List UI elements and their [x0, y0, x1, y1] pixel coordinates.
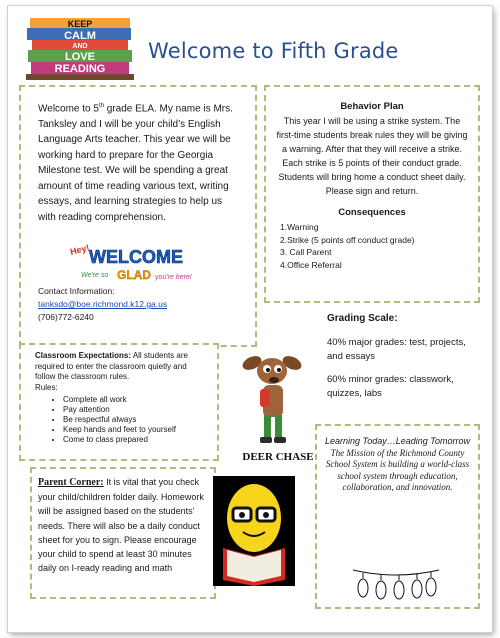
- intro-superscript: th: [98, 103, 104, 109]
- deer-mascot-image: [238, 349, 318, 464]
- intro-text-rest: grade ELA. My name is Mrs. Tanksley and I will be your child’s English Language Arts teacher. This year we will be working hard to prepare for the Georgia Milestone test. We will be spending a great amount of time reading various text, writing essays, and learning strategies to help us with reading comprehension.: [38, 103, 233, 223]
- motto-line1: Learning Today…Leading Tomorrow: [325, 436, 470, 446]
- logo-line-love: LOVE: [65, 51, 95, 63]
- consequence-item: 4.Office Referral: [280, 259, 342, 270]
- flyer-page: [8, 6, 492, 632]
- consequence-item: 3. Call Parent: [280, 247, 332, 257]
- grading-scale: [327, 312, 477, 401]
- mascot-caption: DEER CHASE: [242, 451, 314, 463]
- phone-number: (706)772-6240: [38, 312, 94, 322]
- contact-label: Contact Information:: [38, 286, 115, 296]
- page-title: Welcome to Fifth Grade: [148, 39, 399, 63]
- expectations-label: Classroom Expectations:: [35, 351, 132, 360]
- grading-minor: 60% minor grades: classwork, quizzes, labs: [327, 374, 454, 399]
- intro-text-start: Welcome to 5: [38, 103, 99, 115]
- logo-line-reading: READING: [54, 63, 106, 75]
- intro-paragraph: [38, 99, 241, 225]
- keep-calm-reading-logo: [24, 14, 136, 82]
- behavior-plan-box: [264, 85, 480, 303]
- grading-title: Grading Scale:: [327, 313, 398, 324]
- emoji-reading-book-image: [213, 476, 295, 586]
- motto-box: [315, 424, 480, 609]
- rule-item: • Pay attention: [63, 405, 207, 415]
- rule-item: • Keep hands and feet to yourself: [63, 425, 207, 435]
- logo-line-keep: KEEP: [67, 19, 93, 29]
- badge-hey: Hey!: [69, 242, 91, 257]
- motto-line2: The Mission of the Richmond County School System is building a world-class school system through education, collaboration, and innovation.: [325, 447, 470, 492]
- rule-item: • Be respectful always: [63, 415, 207, 425]
- email-link[interactable]: tanksdo@boe.richmond.k12.ga.us: [38, 299, 168, 309]
- logo-line-and: AND: [72, 43, 88, 50]
- hanging-fish-decoration: [351, 566, 441, 602]
- grading-major: 40% major grades: test, projects, and essays: [327, 337, 466, 362]
- rule-item: • Come to class prepared: [63, 435, 207, 445]
- welcome-badge-image: [67, 239, 207, 289]
- behavior-plan-title: Behavior Plan: [340, 101, 404, 112]
- parent-corner-text: [38, 475, 208, 575]
- rules-list: [35, 395, 207, 445]
- behavior-plan-text: This year I will be using a strike system. The first-time students break rules they will be giving a warning. After that they will receive a strike. Each strike is 5 points of their conduct grade. Students will bring home a conduct sheet daily. Please sign and return.: [276, 116, 468, 196]
- badge-sub3: you're here!: [155, 274, 192, 281]
- rules-label: Rules:: [35, 382, 58, 392]
- logo-line-calm: CALM: [64, 30, 96, 42]
- consequence-item: 1.Warning: [280, 222, 319, 232]
- consequences-title: Consequences: [338, 207, 406, 218]
- consequence-item: 2.Strike (5 points off conduct grade): [280, 234, 415, 245]
- parent-corner-body: It is vital that you check your child/children folder daily. Homework will be assigned based on the students’ needs. There will also be a daily conduct sheet for you to sign. Please encourage your child to spend at least 30 minutes daily on I-ready reading and math: [38, 477, 204, 574]
- consequences-list: [274, 221, 470, 271]
- badge-sub1: We're so: [81, 272, 109, 279]
- rule-item: • Complete all work: [63, 395, 207, 405]
- intro-box: [19, 85, 257, 347]
- parent-corner-box: [30, 467, 216, 599]
- expectations-body: All students are required to enter the classroom quietly and follow the classroom rules.: [35, 351, 188, 381]
- expectations-box: [19, 343, 219, 461]
- expectations-text: [35, 351, 207, 383]
- contact-info: [38, 285, 167, 324]
- parent-corner-label: Parent Corner:: [38, 477, 104, 488]
- badge-welcome: WELCOME: [89, 247, 183, 267]
- badge-glad: GLAD: [117, 268, 151, 282]
